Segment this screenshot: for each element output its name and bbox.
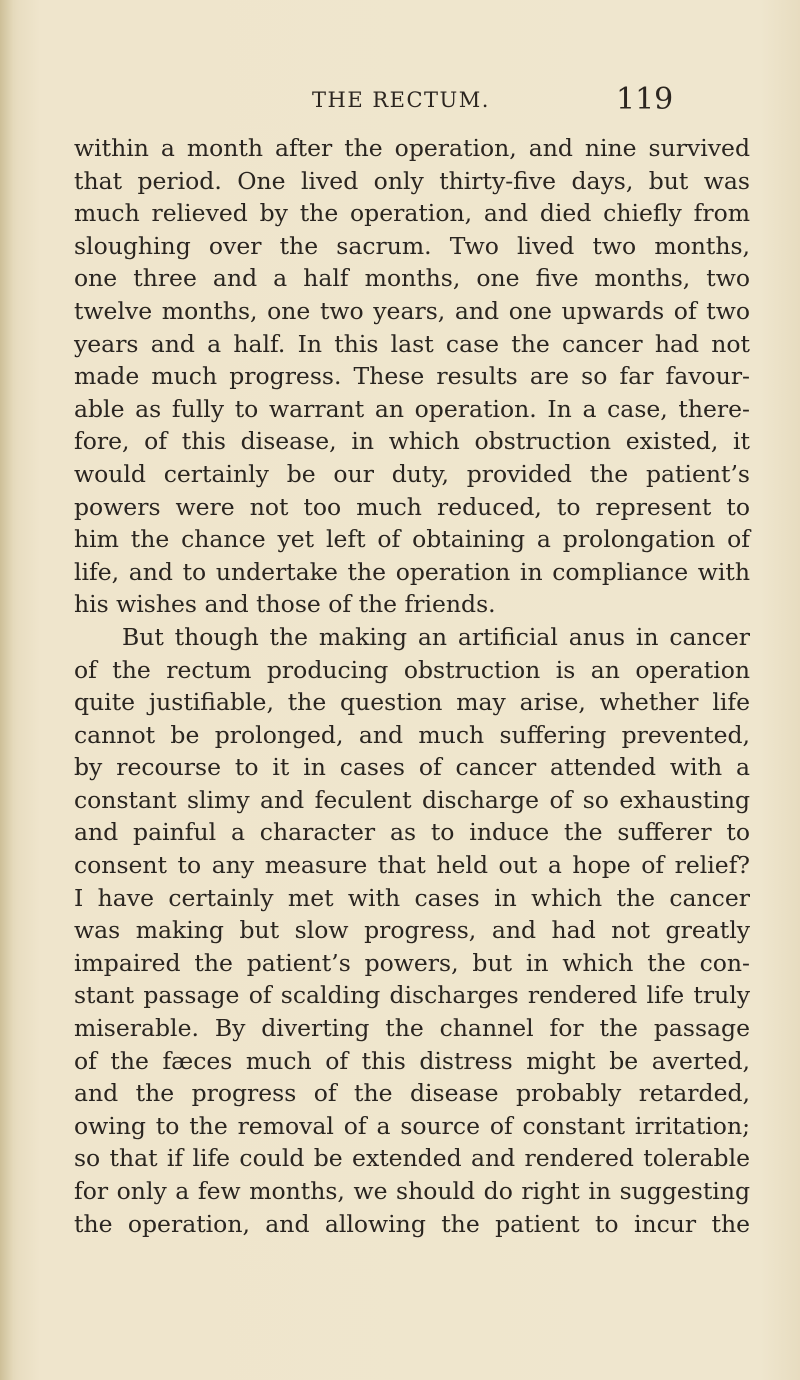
page-number: 119	[616, 82, 674, 117]
text-line: stant passage of scalding discharges rendered life truly	[74, 981, 750, 1010]
text-line: of the fæces much of this distress might be averted,	[74, 1046, 750, 1075]
text-line: and the progress of the disease probably retarded,	[74, 1079, 750, 1108]
text-line: I have certainly met with cases in which the cancer	[74, 883, 750, 912]
text-line: But though the making an artificial anus in cancer	[122, 622, 750, 651]
text-line: fore, of this disease, in which obstruction existed, it	[74, 427, 750, 456]
text-line: that period. One lived only thirty-five days, but was	[74, 166, 750, 195]
text-line: consent to any measure that held out a hope of relief?	[74, 851, 750, 880]
text-line: so that if life could be extended and rendered tolerable	[74, 1144, 750, 1173]
text-line: one three and a half months, one five months, two	[74, 264, 750, 293]
text-line: within a month after the operation, and nine survived	[74, 134, 750, 162]
text-line: able as fully to warrant an operation. In a case, there-	[74, 394, 750, 423]
text-line: made much progress. These results are so far favour-	[74, 362, 750, 391]
text-line: sloughing over the sacrum. Two lived two months,	[74, 231, 750, 260]
page-gutter-shadow	[0, 0, 14, 1380]
text-line: cannot be prolonged, and much suffering prevented,	[74, 720, 750, 749]
text-line: much relieved by the operation, and died chiefly from	[74, 199, 750, 228]
text-line: life, and to undertake the operation in compliance with	[74, 557, 750, 586]
text-line: was making but slow progress, and had not greatly	[74, 916, 750, 945]
text-line: quite justifiable, the question may arise, whether life	[74, 688, 750, 717]
text-line: by recourse to it in cases of cancer attended with a	[74, 753, 750, 782]
text-line: would certainly be our duty, provided the patient’s	[74, 459, 750, 488]
text-line: powers were not too much reduced, to represent to	[74, 492, 750, 521]
running-header	[0, 82, 800, 128]
text-line: impaired the patient’s powers, but in which the con-	[74, 948, 750, 977]
text-line: him the chance yet left of obtaining a prolongation of	[74, 525, 750, 554]
text-line: for only a few months, we should do right in suggesting	[74, 1177, 750, 1205]
text-line: the operation, and allowing the patient to incur the	[74, 1209, 750, 1238]
running-title: THE RECTUM.	[312, 88, 490, 112]
text-line: constant slimy and feculent discharge of so exhausting	[74, 785, 750, 814]
text-line: and painful a character as to induce the sufferer to	[74, 818, 750, 847]
text-line: miserable. By diverting the channel for the passage	[74, 1014, 750, 1043]
text-line: of the rectum producing obstruction is an operation	[74, 655, 750, 684]
text-line: his wishes and those of the friends.	[74, 590, 496, 619]
text-line: twelve months, one two years, and one upwards of two	[74, 296, 750, 325]
text-line: years and a half. In this last case the cancer had not	[74, 329, 750, 358]
text-line: owing to the removal of a source of constant irritation;	[74, 1111, 750, 1140]
body-text	[74, 132, 750, 1240]
